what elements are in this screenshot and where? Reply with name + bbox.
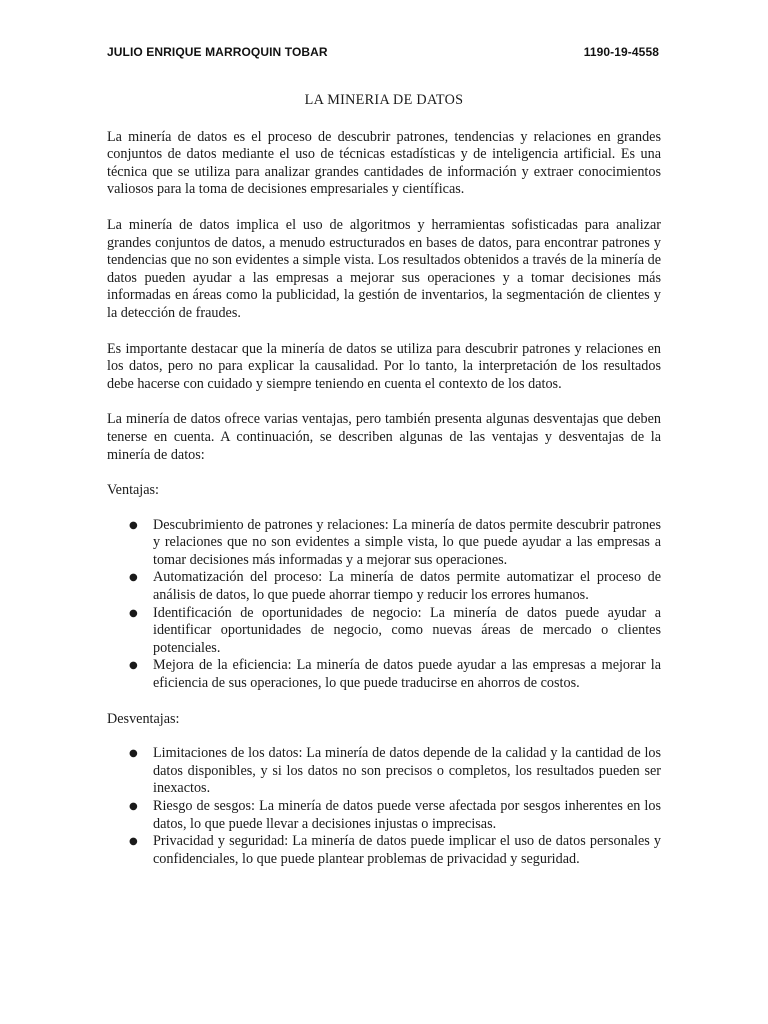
ventajas-list — [107, 517, 661, 693]
list-item-text: Identificación de oportunidades de negocio: La minería de datos puede ayudar a identificar oportunidades de negocio, como nuevas áreas de mercado o clientes potenciales. — [153, 604, 661, 656]
desventajas-heading: Desventajas: — [107, 710, 180, 727]
list-item — [129, 657, 661, 692]
list-item-text: Automatización del proceso: La minería de datos permite automatizar el proceso de análisis de datos, lo que puede ahorrar tiempo y reducir los errores humanos. — [153, 569, 661, 604]
list-item-text: Mejora de la eficiencia: La minería de datos puede ayudar a las empresas a mejorar la eficiencia de sus operaciones, lo que puede traducirse en ahorros de costos. — [153, 657, 661, 692]
list-item — [129, 569, 661, 604]
paragraph-4: La minería de datos ofrece varias ventajas, pero también presenta algunas desventajas que deben tenerse en cuenta. A continuación, se describen algunas de las ventajas y desventajas de la minería de datos: — [107, 411, 661, 463]
paragraph-3: Es importante destacar que la minería de datos se utiliza para descubrir patrones y relaciones en los datos, pero no para explicar la causalidad. Por lo tanto, la interpretación de los resultados debe hacerse con cuidado y siempre teniendo en cuenta el contexto de los datos. — [107, 340, 661, 392]
bullet-icon: ● — [129, 660, 138, 672]
ventajas-heading: Ventajas: — [107, 482, 160, 499]
paragraph-2: La minería de datos implica el uso de algoritmos y herramientas sofisticadas para analizar grandes conjuntos de datos, a menudo estructurados en bases de datos, para encontrar patrones y tendencias que no son evidentes a simple vista. Los resultados obtenidos a través de la minería de datos pueden ayudar a las empresas a mejorar sus operaciones y a tomar decisiones más informadas en áreas como la publicidad, la gestión de inventarios, la segmentación de clientes y la detección de fraudes. — [107, 216, 661, 321]
author-name: JULIO ENRIQUE MARROQUIN TOBAR — [107, 45, 328, 59]
bullet-icon: ● — [129, 748, 138, 760]
list-item — [129, 798, 661, 833]
student-id: 1190-19-4558 — [583, 45, 659, 59]
list-item-text: Descubrimiento de patrones y relaciones: La minería de datos permite descubrir patrones y relaciones que no son evidentes a simple vista, lo que puede ayudar a las empresas a tomar decisiones más informadas y a mejorar sus operaciones. — [153, 516, 661, 568]
desventajas-list — [107, 745, 661, 868]
list-item-text: Limitaciones de los datos: La minería de datos depende de la calidad y la cantidad de los datos disponibles, y si los datos no son precisos o completos, los resultados pueden ser inexactos. — [153, 745, 661, 797]
bullet-icon: ● — [129, 572, 138, 584]
bullet-icon: ● — [129, 607, 138, 619]
paragraph-1: La minería de datos es el proceso de descubrir patrones, tendencias y relaciones en grandes conjuntos de datos mediante el uso de técnicas estadísticas y de inteligencia artificial. Es una técnica que se utiliza para analizar grandes cantidades de información y extraer conocimientos valiosos para la toma de decisiones empresariales y científicas. — [107, 128, 661, 198]
document-header — [107, 45, 659, 59]
bullet-icon: ● — [129, 519, 138, 531]
list-item-text: Privacidad y seguridad: La minería de datos puede implicar el uso de datos personales y confidenciales, lo que puede plantear problemas de privacidad y seguridad. — [153, 833, 661, 867]
document-title: LA MINERIA DE DATOS — [304, 92, 464, 108]
list-item — [129, 745, 661, 798]
bullet-icon: ● — [129, 836, 138, 848]
list-item-text: Riesgo de sesgos: La minería de datos puede verse afectada por sesgos inherentes en los datos, lo que puede llevar a decisiones injustas o imprecisas. — [153, 798, 661, 832]
document-body — [107, 92, 661, 886]
bullet-icon: ● — [129, 801, 138, 812]
list-item — [129, 604, 661, 658]
list-item — [129, 833, 661, 868]
list-item — [129, 516, 661, 570]
